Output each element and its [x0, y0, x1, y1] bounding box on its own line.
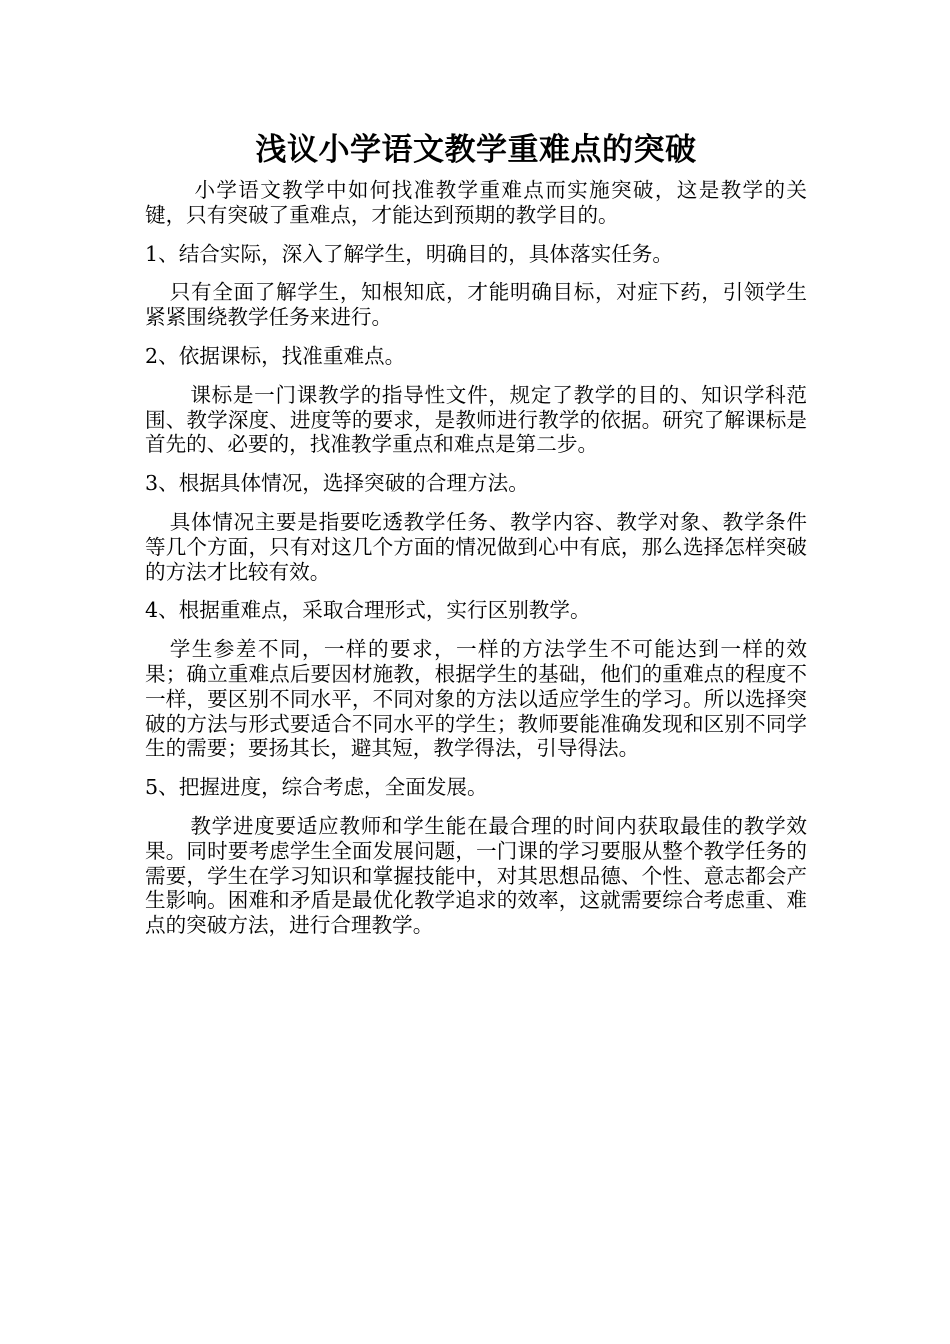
- section-heading-2: 2、依据课标，找准重难点。: [145, 343, 406, 368]
- section-heading-3: 3、根据具体情况，选择突破的合理方法。: [145, 471, 529, 496]
- section-heading-4: 4、根据重难点，采取合理形式，实行区别教学。: [145, 598, 591, 623]
- intro-paragraph: 小学语文教学中如何找准教学重难点而实施突破，这是教学的关键，只有突破了重难点，才能达到预期的教学目的。: [145, 178, 807, 227]
- section-body-3: 具体情况主要是指要吃透教学任务、教学内容、教学对象、教学条件等几个方面，只有对这几个方面的情况做到心中有底，那么选择怎样突破的方法才比较有效。: [145, 509, 807, 584]
- section-heading-5: 5、把握进度，综合考虑，全面发展。: [145, 775, 488, 800]
- section-body-1: 只有全面了解学生，知根知底，才能明确目标，对症下药，引领学生紧紧围绕教学任务来进行。: [145, 280, 807, 330]
- document-title: 浅议小学语文教学重难点的突破: [255, 132, 697, 168]
- section-heading-1: 1、结合实际，深入了解学生，明确目的，具体落实任务。: [145, 241, 673, 266]
- section-body-5: 教学进度要适应教师和学生能在最合理的时间内获取最佳的教学效果。同时要考虑学生全面发展问题，一门课的学习要服从整个教学任务的需要，学生在学习知识和掌握技能中，对其思想品德、个性、意志都会产生影响。困难和矛盾是最优化教学追求的效率，这就需要综合考虑重、难点的突破方法，进行合理教学。: [145, 813, 807, 938]
- section-body-4: 学生参差不同，一样的要求，一样的方法学生不可能达到一样的效果；确立重难点后要因材施教，根据学生的基础，他们的重难点的程度不一样，要区别不同水平，不同对象的方法以适应学生的学习。所以选择突破的方法与形式要适合不同水平的学生；教师要能准确发现和区别不同学生的需要；要扬其长，避其短，教学得法，引导得法。: [145, 637, 807, 761]
- document-page: [145, 128, 807, 938]
- section-body-2: 课标是一门课教学的指导性文件，规定了教学的目的、知识学科范围、教学深度、进度等的要求，是教师进行教学的依据。研究了解课标是首先的、必要的，找准教学重点和难点是第二步。: [145, 382, 807, 457]
